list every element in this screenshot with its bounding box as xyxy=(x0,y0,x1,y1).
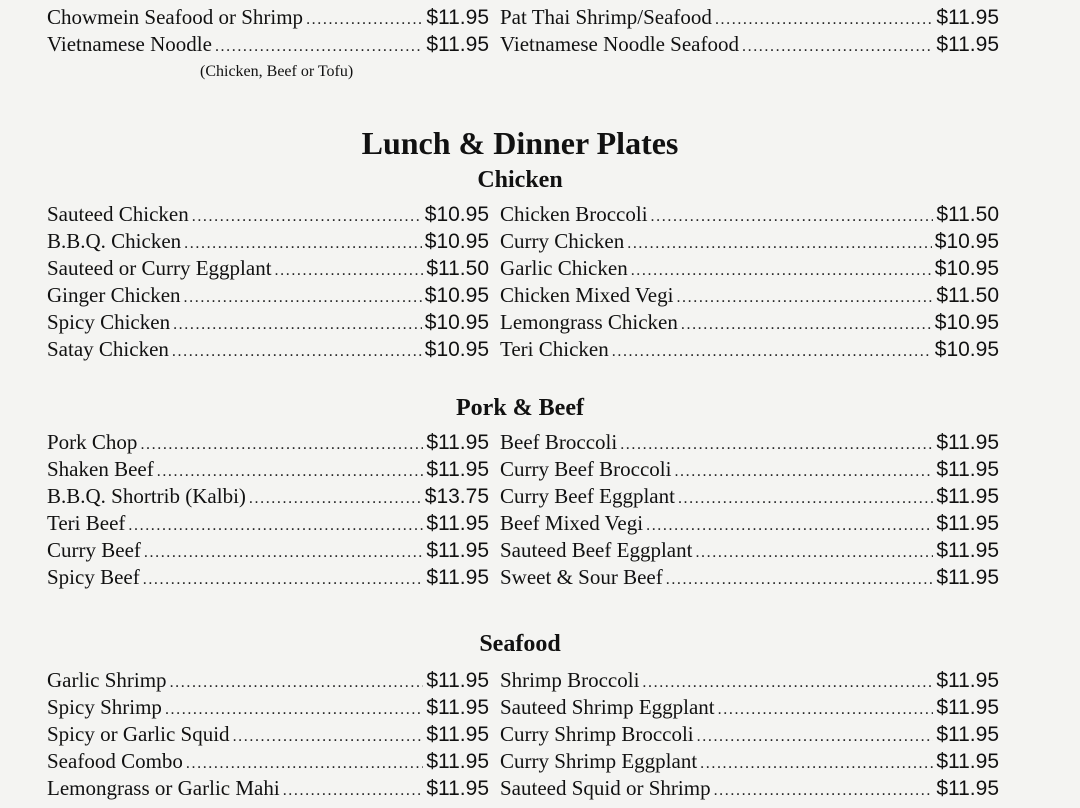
menu-item xyxy=(47,31,489,60)
section-heading-seafood: Seafood xyxy=(479,631,561,657)
menu-item xyxy=(47,510,489,539)
item-price: $10.95 xyxy=(424,311,489,334)
leader-dots xyxy=(140,432,423,458)
item-price: $11.50 xyxy=(936,203,999,226)
leader-dots xyxy=(184,285,422,311)
item-name: Curry Beef Broccoli xyxy=(500,457,672,481)
item-name: Curry Chicken xyxy=(500,229,625,253)
item-name: Lemongrass or Garlic Mahi xyxy=(47,776,280,800)
menu-item xyxy=(47,775,489,804)
item-price: $11.95 xyxy=(936,669,999,692)
leader-dots xyxy=(192,204,422,230)
item-price: $11.95 xyxy=(426,33,489,56)
item-price: $11.95 xyxy=(936,539,999,562)
item-name: Curry Beef Eggplant xyxy=(500,484,675,508)
leader-dots xyxy=(165,697,423,723)
menu-item xyxy=(500,309,999,338)
item-price: $11.95 xyxy=(426,750,489,773)
menu-item xyxy=(47,255,489,284)
item-name: Pork Chop xyxy=(47,430,138,454)
section-heading-chicken: Chicken xyxy=(477,167,563,193)
menu-item xyxy=(47,4,489,33)
menu-item xyxy=(47,282,489,311)
leader-dots xyxy=(676,285,933,311)
leader-dots xyxy=(714,778,934,804)
menu-item xyxy=(47,336,489,365)
leader-dots xyxy=(128,513,423,539)
item-name: Spicy Chicken xyxy=(47,310,171,334)
item-price: $11.95 xyxy=(426,6,489,29)
leader-dots xyxy=(681,312,932,338)
item-name: Spicy Beef xyxy=(47,565,140,589)
item-name: Spicy or Garlic Squid xyxy=(47,722,230,746)
item-price: $11.95 xyxy=(936,566,999,589)
leader-dots xyxy=(651,204,934,230)
leader-dots xyxy=(627,231,932,257)
item-price: $11.95 xyxy=(936,6,999,29)
item-name: Vietnamese Noodle xyxy=(47,32,212,56)
menu-item xyxy=(500,4,999,33)
item-price: $11.50 xyxy=(936,284,999,307)
item-name: B.B.Q. Shortrib (Kalbi) xyxy=(47,484,246,508)
item-name: Chicken Mixed Vegi xyxy=(500,283,674,307)
leader-dots xyxy=(620,432,933,458)
item-name: Sauteed Shrimp Eggplant xyxy=(500,695,715,719)
item-name: Curry Beef xyxy=(47,538,141,562)
item-price: $11.95 xyxy=(426,777,489,800)
menu-item xyxy=(500,456,999,485)
item-name: B.B.Q. Chicken xyxy=(47,229,182,253)
item-price: $11.95 xyxy=(426,512,489,535)
menu-item xyxy=(47,537,489,566)
item-price: $11.95 xyxy=(936,33,999,56)
item-price: $10.95 xyxy=(934,311,999,334)
item-price: $11.95 xyxy=(426,723,489,746)
menu-item xyxy=(500,537,999,566)
leader-dots xyxy=(700,751,933,777)
leader-dots xyxy=(144,540,423,566)
item-name: Curry Shrimp Broccoli xyxy=(500,722,694,746)
leader-dots xyxy=(742,34,933,60)
menu-item xyxy=(47,694,489,723)
item-name: Sauteed or Curry Eggplant xyxy=(47,256,272,280)
leader-dots xyxy=(612,339,932,365)
leader-dots xyxy=(173,312,422,338)
item-name: Sauteed Squid or Shrimp xyxy=(500,776,711,800)
item-price: $10.95 xyxy=(424,203,489,226)
menu-item xyxy=(500,336,999,365)
menu-title: Lunch & Dinner Plates xyxy=(361,125,679,161)
leader-dots xyxy=(170,670,424,696)
item-price: $10.95 xyxy=(424,284,489,307)
menu-item xyxy=(500,721,999,750)
item-price: $11.95 xyxy=(426,431,489,454)
item-price: $11.95 xyxy=(426,539,489,562)
item-price: $10.95 xyxy=(424,338,489,361)
item-name: Shaken Beef xyxy=(47,457,154,481)
item-price: $11.95 xyxy=(426,458,489,481)
item-name: Seafood Combo xyxy=(47,749,183,773)
item-name: Satay Chicken xyxy=(47,337,169,361)
leader-dots xyxy=(715,7,933,33)
leader-dots xyxy=(695,540,933,566)
item-price: $11.95 xyxy=(936,777,999,800)
leader-dots xyxy=(233,724,424,750)
menu-item xyxy=(47,748,489,777)
item-price: $10.95 xyxy=(424,230,489,253)
item-name: Vietnamese Noodle Seafood xyxy=(500,32,739,56)
menu-item xyxy=(47,456,489,485)
menu-item xyxy=(500,510,999,539)
menu-item xyxy=(47,309,489,338)
item-name: Teri Chicken xyxy=(500,337,609,361)
menu-item xyxy=(500,228,999,257)
item-name: Sweet & Sour Beef xyxy=(500,565,663,589)
item-name: Curry Shrimp Eggplant xyxy=(500,749,698,773)
leader-dots xyxy=(306,7,423,33)
item-price: $10.95 xyxy=(934,257,999,280)
item-price: $10.95 xyxy=(934,230,999,253)
item-price: $11.95 xyxy=(936,485,999,508)
leader-dots xyxy=(157,459,424,485)
menu-item xyxy=(500,564,999,593)
menu-item xyxy=(500,201,999,230)
menu-item xyxy=(47,228,489,257)
menu-item xyxy=(500,31,999,60)
item-price: $10.95 xyxy=(934,338,999,361)
menu-item xyxy=(500,667,999,696)
item-note: (Chicken, Beef or Tofu) xyxy=(200,63,354,80)
leader-dots xyxy=(283,778,424,804)
item-name: Garlic Shrimp xyxy=(47,668,167,692)
item-name: Sauteed Beef Eggplant xyxy=(500,538,693,562)
leader-dots xyxy=(718,697,934,723)
menu-item xyxy=(500,429,999,458)
item-name: Shrimp Broccoli xyxy=(500,668,640,692)
item-name: Chicken Broccoli xyxy=(500,202,648,226)
menu-item xyxy=(47,564,489,593)
menu-item xyxy=(47,667,489,696)
leader-dots xyxy=(275,258,424,284)
menu-item xyxy=(500,483,999,512)
leader-dots xyxy=(631,258,932,284)
menu-item xyxy=(500,775,999,804)
leader-dots xyxy=(646,513,933,539)
item-price: $11.95 xyxy=(936,723,999,746)
menu-item xyxy=(47,721,489,750)
item-price: $11.95 xyxy=(936,431,999,454)
menu-item xyxy=(47,483,489,512)
leader-dots xyxy=(642,670,933,696)
menu-item xyxy=(47,429,489,458)
leader-dots xyxy=(697,724,934,750)
item-name: Ginger Chicken xyxy=(47,283,181,307)
menu-item xyxy=(500,255,999,284)
leader-dots xyxy=(678,486,933,512)
item-price: $11.95 xyxy=(936,750,999,773)
item-name: Spicy Shrimp xyxy=(47,695,162,719)
menu-item xyxy=(500,282,999,311)
item-price: $11.50 xyxy=(426,257,489,280)
item-price: $11.95 xyxy=(936,696,999,719)
item-price: $11.95 xyxy=(936,458,999,481)
leader-dots xyxy=(674,459,933,485)
item-price: $11.95 xyxy=(426,566,489,589)
item-name: Beef Broccoli xyxy=(500,430,618,454)
item-price: $11.95 xyxy=(426,696,489,719)
item-name: Garlic Chicken xyxy=(500,256,628,280)
item-name: Chowmein Seafood or Shrimp xyxy=(47,5,304,29)
leader-dots xyxy=(172,339,422,365)
menu-item xyxy=(47,201,489,230)
item-name: Lemongrass Chicken xyxy=(500,310,678,334)
item-price: $11.95 xyxy=(426,669,489,692)
item-name: Beef Mixed Vegi xyxy=(500,511,644,535)
menu-item xyxy=(500,748,999,777)
item-name: Pat Thai Shrimp/Seafood xyxy=(500,5,712,29)
item-name: Sauteed Chicken xyxy=(47,202,189,226)
leader-dots xyxy=(666,567,934,593)
item-price: $11.95 xyxy=(936,512,999,535)
section-heading-pork-beef: Pork & Beef xyxy=(456,395,584,421)
leader-dots xyxy=(143,567,424,593)
leader-dots xyxy=(184,231,422,257)
item-name: Teri Beef xyxy=(47,511,126,535)
leader-dots xyxy=(215,34,423,60)
leader-dots xyxy=(186,751,423,777)
leader-dots xyxy=(249,486,422,512)
item-price: $13.75 xyxy=(424,485,489,508)
menu-item xyxy=(500,694,999,723)
